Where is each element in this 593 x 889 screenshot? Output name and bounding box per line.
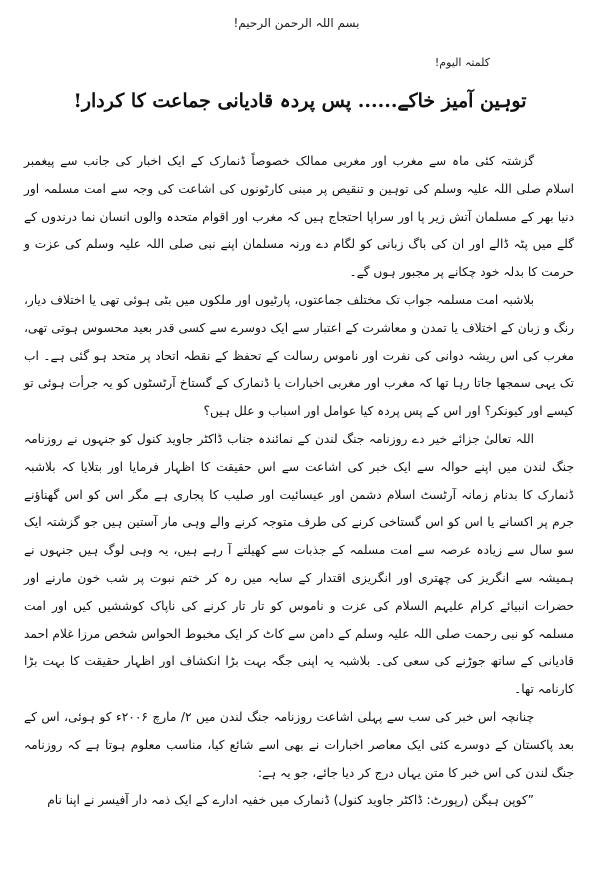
- article-body: [24, 148, 574, 815]
- paragraph-2: بلاشبہ امت مسلمہ جواب تک مختلف جماعتوں، پارٹیوں اور ملکوں میں بٹی ہوئی تھی یا اختلاف دیار، رنگ و زبان کے اختلاف یا تمدن و معاشرت کے اعتبار سے ایک دوسرے سے کسی قدر بعید محسوس ہوتی تھی، مغرب کی اس ریشہ دوانی کی نفرت اور ناموس رسالت کے تحفظ کے نقطہ اتحاد پر متحد ہو گئی ہے۔ اب تک یہی سمجھا جاتا رہا تھا کہ مغرب اور مغربی اخبارات یا ڈنمارک کے گستاخ آرٹسٹوں کو یہ جرأت ہوئی تو کیسے اور کیونکر؟ اور اس کے پس پردہ کیا عوامل اور اسباب و علل ہیں؟: [24, 292, 574, 419]
- paragraph-4: چنانچہ اس خبر کی سب سے پہلی اشاعت روزنامہ جنگ لندن میں ۲/ مارچ ۲۰۰۶ء کو ہوئی، اس کے بعد پاکستان کے دوسرے کئی ایک معاصر اخبارات نے بھی اسے شائع کیا، مناسب معلوم ہوتا ہے کہ روزنامہ جنگ لندن کی اس خبر کا متن یہاں درج کر دیا جائے، جو یہ ہے:: [24, 709, 574, 780]
- article-headline: توہین آمیز خاکے...... پس پردہ قادیانی جماعت کا کردار!: [73, 90, 527, 112]
- bismillah-line: بسم اللہ الرحمن الرحیم!: [233, 16, 360, 30]
- column-label: کلمتہ الیوم!: [434, 56, 490, 69]
- paragraph-5: ”کوپن ہیگن (رپورٹ: ڈاکٹر جاوید کنول) ڈنمارک میں خفیہ ادارے کے ایک ذمہ دار آفیسر نے اپنا نام: [47, 793, 534, 808]
- paragraph-3: اللہ تعالیٰ جزائے خیر دے روزنامہ جنگ لندن کے نمائندہ جناب ڈاکٹر جاوید کنول کو جنہوں نے روزنامہ جنگ لندن میں اپنے حوالہ سے ایک خبر کی اشاعت سے اس حقیقت کا اظہار فرمایا اور بتلایا کہ بلاشبہ ڈنمارک کا بدنام زمانہ آرٹسٹ اسلام دشمن اور عیسائیت اور صلیب کا پجاری ہے مگر اس کو اس گھناؤنے جرم پر اکسانے یا اس کو اس گستاخی کرنے کی طرف متوجہ کرنے والے وہی مار آستین ہیں جو گزشتہ ایک سو سال سے زیادہ عرصہ سے امت مسلمہ کے جذبات سے کھیلتے آ رہے ہیں، یہ وہی لوگ ہیں جنہوں نے ہمیشہ سے انگریز کی چھتری اور انگریزی اقتدار کے سایہ میں رہ کر ختم نبوت پر شب خون مارنے اور حضرات انبیائے کرام علیہم السلام کی عزت و ناموس کو تار تار کرنے کی ناپاک کوششیں کیں اور امت مسلمہ کو نبی رحمت صلی اللہ علیہ وسلم کے دامن سے کاٹ کر ایک مخبوط الحواس شخص مرزا غلام احمد قادیانی کے ساتھ جوڑنے کی سعی کی۔ بلاشبہ یہ اپنی جگہ بہت بڑا انکشاف اور اظہار حقیقت کا بہت بڑا کارنامہ تھا۔: [24, 431, 574, 697]
- paragraph-1: گزشتہ کئی ماہ سے مغرب اور مغربی ممالک خصوصاً ڈنمارک کے ایک اخبار کی جانب سے پیغمبر اسلام صلی اللہ علیہ وسلم کی توہین و تنقیص پر مبنی کارٹونوں کی اشاعت کی وجہ سے امت مسلمہ اور دنیا بھر کے مسلمان آتش زیر پا اور سراپا احتجاج ہیں کہ مغرب اور اقوام متحدہ والوں انسان نما درندوں کے گلے میں پٹہ ڈالے اور ان کی باگ زبانی کو لگام دے ورنہ مسلمان اپنے نبی صلی اللہ علیہ وسلم کی عزت و حرمت کا بدلہ خود چکانے پر مجبور ہوں گے۔: [24, 154, 574, 280]
